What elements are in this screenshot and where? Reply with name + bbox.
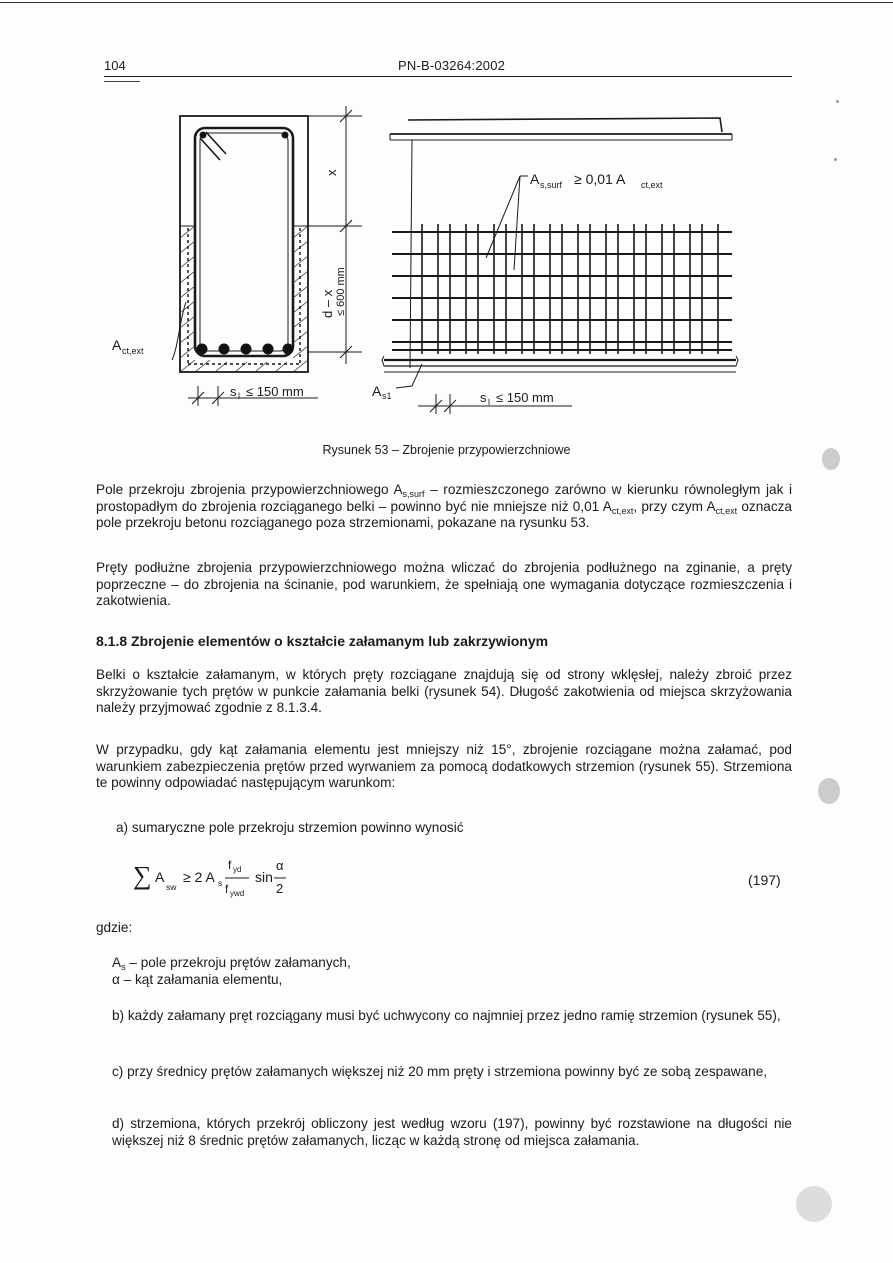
standard-code: PN-B-03264:2002 <box>398 58 506 73</box>
svg-text:ct,ext: ct,ext <box>122 346 144 356</box>
scan-top-edge <box>0 2 893 3</box>
paragraph-2: Pręty podłużne zbrojenia przypowierzchniowego można wliczać do zbrojenia podłużnego na zginanie, a pręty poprzeczne – do zbrojenia na ścinanie, pod warunkiem, że spełniają one wymagania dotyczące rozmieszczenia i zakotwienia. <box>96 560 792 608</box>
svg-text:s,surf: s,surf <box>540 180 563 190</box>
svg-text:A: A <box>530 171 540 187</box>
svg-text:l: l <box>238 391 240 401</box>
scan-smudge <box>796 1186 832 1222</box>
figure-53 <box>100 98 760 418</box>
label-sl-right <box>480 390 554 407</box>
dim-limit-600: ≤ 600 mm <box>335 267 347 316</box>
svg-text:A: A <box>112 337 122 353</box>
svg-text:s1: s1 <box>382 391 392 401</box>
condition-c: c) przy średnicy prętów załamanych większej niż 20 mm pręty i strzemiona powinny być ze sobą zespawane, <box>112 1064 768 1079</box>
svg-text:l: l <box>488 397 490 407</box>
svg-text:α: α <box>276 858 284 873</box>
condition-a: a) sumaryczne pole przekroju strzemion powinno wynosić <box>116 820 464 835</box>
svg-text:2: 2 <box>276 881 284 896</box>
svg-text:f: f <box>225 882 229 896</box>
beam-cross-section <box>180 116 308 372</box>
svg-text:≤ 150 mm: ≤ 150 mm <box>246 384 304 399</box>
label-act-ext <box>112 337 144 356</box>
svg-text:≤ 150 mm: ≤ 150 mm <box>496 390 554 405</box>
definition-as: $A_s$ – pole przekroju prętów załamanych, <box>112 955 351 972</box>
svg-text:sin: sin <box>255 869 273 885</box>
scan-smudge <box>818 778 840 804</box>
svg-text:A: A <box>155 869 165 885</box>
condition-d: d) strzemiona, których przekrój obliczony jest według wzoru (197), powinny być rozstawione na długości nie większej niż 8 średnic prętów załamanych, licząc w każdą stronę od miejsca załamania. <box>112 1116 792 1148</box>
svg-text:s: s <box>218 878 223 888</box>
scan-speck <box>836 100 839 103</box>
svg-text:A: A <box>372 383 382 399</box>
formula-number: (197) <box>748 872 781 888</box>
where-label: gdzie: <box>96 920 133 935</box>
svg-text:s: s <box>230 384 237 399</box>
svg-text:s: s <box>480 390 487 405</box>
paragraph-3: Belki o kształcie załamanym, w których pręty rozciągane znajdują się od strony wklęsłej, należy zbroić przez skrzyżowanie tych prętów w punkcie załamania belki (rysunek 54). Długość zakotwienia od miejsca skrzyżowania należy przyjmować zgodnie z 8.1.3.4. <box>96 667 792 715</box>
figure-caption: Rysunek 53 – Zbrojenie przypowierzchniowe <box>322 443 571 457</box>
svg-text:∑: ∑ <box>133 861 152 890</box>
dim-x: x <box>324 169 339 176</box>
svg-text:f: f <box>228 858 232 872</box>
page-number: 104 <box>104 58 126 73</box>
formula-197 <box>133 848 793 898</box>
section-heading-8-1-8: 8.1.8 Zbrojenie elementów o kształcie załamanym lub zakrzywionym <box>96 633 549 649</box>
label-as-surf <box>530 171 663 190</box>
svg-text:ct,ext: ct,ext <box>641 180 663 190</box>
beam-side-view <box>382 118 738 372</box>
mesh-vertical-bars <box>422 224 718 354</box>
scan-smudge <box>822 448 840 470</box>
paragraph-4: W przypadku, gdy kąt załamania elementu jest mniejszy niż 15°, zbrojenie rozciągane można załamać, pod warunkiem zabezpieczenia prętów przed wyrwaniem za pomocą dodatkowych strzemion (rysunek 55). Strzemiona te powinny odpowiadać następującym warunkom: <box>96 742 792 790</box>
scan-speck <box>834 158 837 161</box>
paragraph-1: Pole przekroju zbrojenia przypowierzchniowego $A_{s,surf}$ – rozmieszczonego zarówno w kierunku równoległym jak i prostopadłym do zbrojenia rozciąganego belki – powinno być nie mniejsze niż 0,01 $A_{ct,ext}$, przy czym $A_{ct,ext}$ oznacza pole przekroju betonu rozciąganego poza strzemionami, pokazane na rysunku 53. <box>96 482 792 530</box>
svg-text:sw: sw <box>166 882 177 892</box>
svg-text:ywd: ywd <box>230 889 245 898</box>
svg-text:≥ 0,01 A: ≥ 0,01 A <box>574 171 626 187</box>
condition-b: b) każdy załamany pręt rozciągany musi być uchwycony co najmniej przez jedno ramię strzemion (rysunek 55), <box>112 1008 781 1023</box>
svg-text:yd: yd <box>233 865 242 874</box>
dim-d-minus-x: d – x <box>320 289 335 318</box>
svg-text:≥ 2 A: ≥ 2 A <box>183 869 215 885</box>
definition-alpha: α – kąt załamania elementu, <box>112 972 283 987</box>
header-rule <box>104 76 792 77</box>
label-as1 <box>372 383 392 401</box>
header-rule-short <box>104 81 140 82</box>
